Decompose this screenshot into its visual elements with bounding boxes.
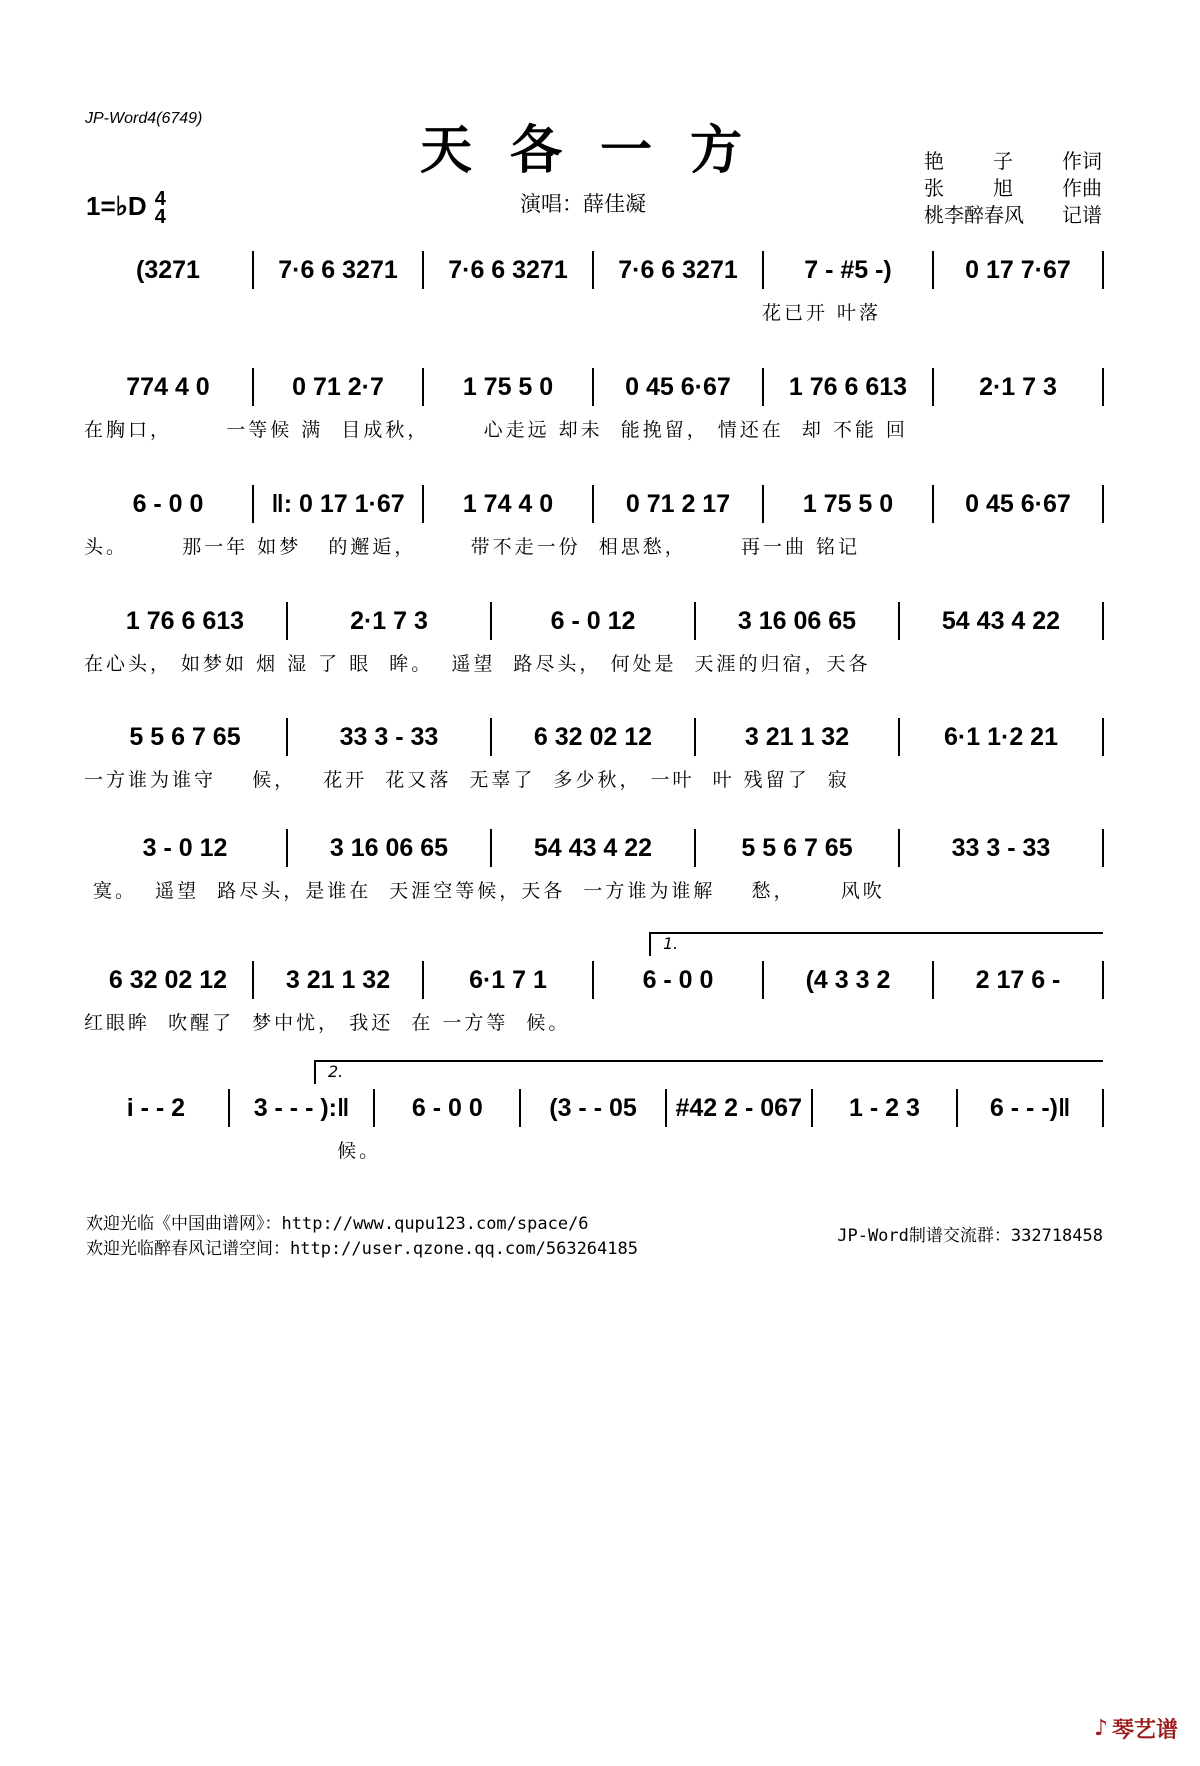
time-bottom: 4 — [154, 206, 166, 228]
singer: 演唱：薛佳凝 — [520, 192, 646, 216]
measure: 33 3 - 33 — [900, 829, 1104, 867]
credit-name: 子 — [993, 149, 1013, 173]
time-signature — [155, 190, 166, 226]
score-line — [84, 601, 1104, 676]
measure: 3 21 1 32 — [696, 718, 900, 756]
score-line — [84, 934, 1104, 1035]
credit-name: 旭 — [993, 176, 1013, 200]
measure: 0 71 2·7 — [254, 368, 424, 406]
credit-role: 作曲 — [1062, 176, 1102, 200]
measure: i - - 2 — [84, 1089, 230, 1127]
measure: 6 - 0 0 — [594, 961, 764, 999]
notes-row — [84, 828, 1104, 868]
measure: 7·6 6 3271 — [594, 251, 764, 289]
footer-links — [86, 1212, 638, 1262]
composer — [924, 175, 1102, 202]
measure: (4 3 3 2 — [764, 961, 934, 999]
notes-row — [84, 717, 1104, 757]
measure: 7 - #5 -) — [764, 251, 934, 289]
measure: 3 - - - ):‖ — [230, 1089, 376, 1127]
lyricist — [924, 148, 1102, 175]
measure: 0 17 7·67 — [934, 251, 1104, 289]
logo-icon: ♪ — [1093, 1716, 1108, 1741]
measure: 6 - 0 12 — [492, 602, 696, 640]
measure: 1 76 6 613 — [84, 602, 288, 640]
volta-bracket: 2. — [314, 1060, 1103, 1084]
lyrics: 在心头， 如梦如 烟 湿 了 眼 眸。 遥望 路尽头， 何处是 天涯的归宿，天各 — [84, 653, 871, 675]
measure: 7·6 6 3271 — [424, 251, 594, 289]
measure: 3 - 0 12 — [84, 829, 288, 867]
measure: 1 75 5 0 — [764, 485, 934, 523]
measure: 2 17 6 - — [934, 961, 1104, 999]
lyrics: 花已开 叶落 — [84, 302, 882, 324]
notes-row — [84, 601, 1104, 641]
notes-row — [84, 250, 1104, 290]
measure: 5 5 6 7 65 — [84, 718, 288, 756]
measure: 3 16 06 65 — [696, 602, 900, 640]
measure: ‖: 0 17 1·67 — [254, 485, 424, 523]
transcriber — [924, 202, 1102, 229]
measure: 2·1 7 3 — [288, 602, 492, 640]
score-line — [84, 484, 1104, 559]
measure: 1 - 2 3 — [813, 1089, 959, 1127]
measure: 6 - 0 0 — [84, 485, 254, 523]
lyrics: 头。 那一年 如梦 的邂逅， 带不走一份 相思愁， 再一曲 铭记 — [84, 536, 860, 558]
notes-row — [84, 960, 1104, 1000]
score-line — [84, 717, 1104, 792]
measure: 1 76 6 613 — [764, 368, 934, 406]
measure: 54 43 4 22 — [900, 602, 1104, 640]
lyrics: 寞。 遥望 路尽头，是谁在 天涯空等候，天各 一方谁为谁解 愁， 风吹 — [84, 880, 885, 902]
watermark-text: 琴艺谱 — [1111, 1718, 1178, 1743]
notes-row — [84, 484, 1104, 524]
measure: (3271 — [84, 251, 254, 289]
measure: 54 43 4 22 — [492, 829, 696, 867]
score-line — [84, 828, 1104, 903]
measure: 3 16 06 65 — [288, 829, 492, 867]
measure: (3 - - 05 — [521, 1089, 667, 1127]
notes-row — [84, 367, 1104, 407]
credit-name: 张 — [924, 176, 944, 200]
credit-name: 艳 — [924, 149, 944, 173]
measure: 0 45 6·67 — [934, 485, 1104, 523]
key: 1=♭D — [86, 190, 147, 221]
measure: 2·1 7 3 — [934, 368, 1104, 406]
measure: 6 32 02 12 — [84, 961, 254, 999]
measure: 6·1 7 1 — [424, 961, 594, 999]
measure: 774 4 0 — [84, 368, 254, 406]
lyrics: 一方谁为谁守 候， 花开 花又落 无辜了 多少秋， 一叶 叶 残留了 寂 — [84, 769, 850, 791]
measure: 1 74 4 0 — [424, 485, 594, 523]
score-line — [84, 250, 1104, 325]
measure: 3 21 1 32 — [254, 961, 424, 999]
credit-role: 作词 — [1062, 149, 1102, 173]
footer-group: JP-Word制谱交流群：332718458 — [837, 1226, 1103, 1246]
measure: 6 - - -)‖ — [958, 1089, 1104, 1127]
notes-row — [84, 1088, 1104, 1128]
measure: 0 71 2 17 — [594, 485, 764, 523]
measure: 7·6 6 3271 — [254, 251, 424, 289]
song-title: 天各一方 — [419, 120, 780, 181]
measure: 6·1 1·2 21 — [900, 718, 1104, 756]
measure: #42 2 - 067 — [667, 1089, 813, 1127]
measure: 1 75 5 0 — [424, 368, 594, 406]
watermark-logo — [1094, 1713, 1178, 1744]
credit-name: 桃李醉春风 — [924, 203, 1024, 227]
volta-bracket: 1. — [649, 932, 1103, 956]
credits — [924, 148, 1102, 229]
footer-link-qupu: 欢迎光临《中国曲谱网》：http://www.qupu123.com/space/6 — [86, 1214, 589, 1234]
key-signature — [86, 190, 166, 226]
measure: 33 3 - 33 — [288, 718, 492, 756]
footer-link-qzone: 欢迎光临醉春风记谱空间：http://user.qzone.qq.com/563264185 — [86, 1239, 638, 1259]
score-line — [84, 367, 1104, 442]
score-line — [84, 1062, 1104, 1163]
lyrics: 红眼眸 吹醒了 梦中忧， 我还 在 一方等 候。 — [84, 1012, 571, 1034]
measure: 0 45 6·67 — [594, 368, 764, 406]
time-top: 4 — [154, 188, 166, 210]
measure: 6 - 0 0 — [375, 1089, 521, 1127]
measure: 5 5 6 7 65 — [696, 829, 900, 867]
lyrics: 候。 — [84, 1140, 382, 1162]
measure: 6 32 02 12 — [492, 718, 696, 756]
software-version: JP-Word4(6749) — [85, 110, 203, 127]
lyrics: 在胸口， 一等候 满 目成秋， 心走远 却未 能挽留， 情还在 却 不能 回 — [84, 419, 908, 441]
credit-role: 记谱 — [1062, 203, 1102, 227]
